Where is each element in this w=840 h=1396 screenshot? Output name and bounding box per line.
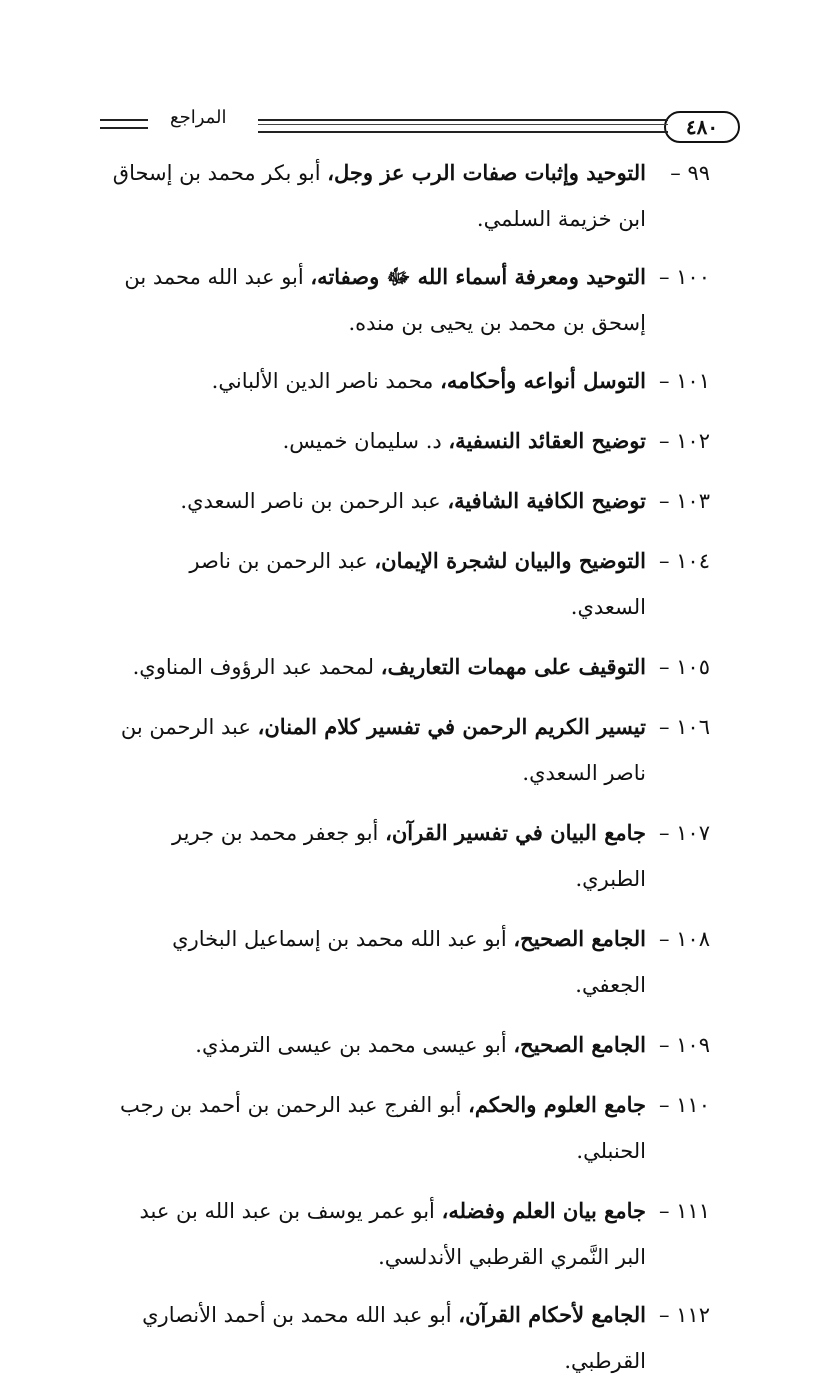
- entry-number: ١٠٣ –: [646, 478, 710, 524]
- entry-title: التوضيح والبيان لشجرة الإيمان،: [374, 548, 646, 573]
- reference-entry: [110, 916, 710, 1008]
- entry-title: الجامع الصحيح،: [513, 926, 646, 951]
- entry-author: أبو عبد الله محمد بن إسحق بن محمد بن يحيى بن منده.: [124, 265, 646, 335]
- entry-number: ١٠٤ –: [646, 538, 710, 584]
- reference-entry: [110, 150, 710, 242]
- references-list: [110, 150, 710, 1396]
- entry-author: أبو جعفر محمد بن جرير الطبري.: [172, 821, 646, 891]
- entry-author: عبد الرحمن بن ناصر السعدي.: [180, 489, 448, 513]
- entry-title: التوحيد ومعرفة أسماء الله ﷻ وصفاته،: [310, 264, 646, 289]
- reference-entry: [110, 358, 710, 404]
- entry-title: الجامع الصحيح،: [513, 1032, 646, 1057]
- entry-author: أبو عبد الله محمد بن إسماعيل البخاري الجعفي.: [172, 927, 646, 997]
- reference-entry: [110, 1188, 710, 1280]
- entry-title: الجامع لأحكام القرآن،: [458, 1302, 646, 1327]
- entry-author: د. سليمان خميس.: [282, 429, 449, 453]
- reference-entry: [110, 1292, 710, 1384]
- header-rule: [258, 119, 668, 133]
- entry-title: جامع بيان العلم وفضله،: [441, 1198, 646, 1223]
- entry-title: تيسير الكريم الرحمن في تفسير كلام المنان،: [257, 714, 646, 739]
- entry-author: أبو الفرج عبد الرحمن بن أحمد بن رجب الحنبلي.: [119, 1093, 646, 1163]
- entry-title: التوحيد وإثبات صفات الرب عز وجل،: [327, 160, 646, 185]
- entry-number: ١٠٧ –: [646, 810, 710, 856]
- entry-number: ١١٠ –: [646, 1082, 710, 1128]
- entry-number: ١٠١ –: [646, 358, 710, 404]
- entry-number: ٩٩ –: [646, 150, 710, 196]
- reference-entry: [110, 254, 710, 346]
- entry-author: أبو بكر محمد بن إسحاق ابن خزيمة السلمي.: [112, 161, 646, 231]
- reference-entry: [110, 538, 710, 630]
- entry-author: عبد الرحمن بن ناصر السعدي.: [120, 715, 646, 785]
- entry-number: ١٠٥ –: [646, 644, 710, 690]
- entry-title: توضيح الكافية الشافية،: [447, 488, 646, 513]
- entry-author: محمد ناصر الدين الألباني.: [211, 369, 441, 393]
- reference-entry: [110, 1022, 710, 1068]
- entry-number: ١٠٩ –: [646, 1022, 710, 1068]
- entry-number: ١٠٦ –: [646, 704, 710, 750]
- entry-author: أبو عيسى محمد بن عيسى الترمذي.: [195, 1033, 514, 1057]
- reference-entry: [110, 704, 710, 796]
- entry-number: ١٠٠ –: [646, 254, 710, 300]
- entry-author: أبو عمر يوسف بن عبد الله بن عبد البر النَّمري القرطبي الأندلسي.: [139, 1199, 646, 1269]
- reference-entry: [110, 644, 710, 690]
- entry-number: ١٠٢ –: [646, 418, 710, 464]
- entry-title: جامع البيان في تفسير القرآن،: [385, 820, 646, 845]
- reference-entry: [110, 418, 710, 464]
- entry-author: لمحمد عبد الرؤوف المناوي.: [132, 655, 381, 679]
- reference-entry: [110, 1082, 710, 1174]
- entry-title: توضيح العقائد النسفية،: [448, 428, 646, 453]
- entry-title: التوسل أنواعه وأحكامه،: [440, 368, 646, 393]
- entry-author: عبد الرحمن بن ناصر السعدي.: [189, 549, 646, 619]
- entry-author: أبو عبد الله محمد بن أحمد الأنصاري القرطبي.: [142, 1303, 646, 1373]
- entry-title: جامع العلوم والحكم،: [468, 1092, 646, 1117]
- page-header: [100, 105, 740, 145]
- header-short-rule: [100, 119, 148, 129]
- reference-entry: [110, 810, 710, 902]
- reference-entry: [110, 478, 710, 524]
- entry-number: ١٠٨ –: [646, 916, 710, 962]
- section-title: المراجع: [170, 107, 227, 128]
- entry-number: ١١١ –: [646, 1188, 710, 1234]
- page-number: ٤٨٠: [664, 111, 740, 143]
- entry-title: التوقيف على مهمات التعاريف،: [380, 654, 646, 679]
- entry-number: ١١٢ –: [646, 1292, 710, 1338]
